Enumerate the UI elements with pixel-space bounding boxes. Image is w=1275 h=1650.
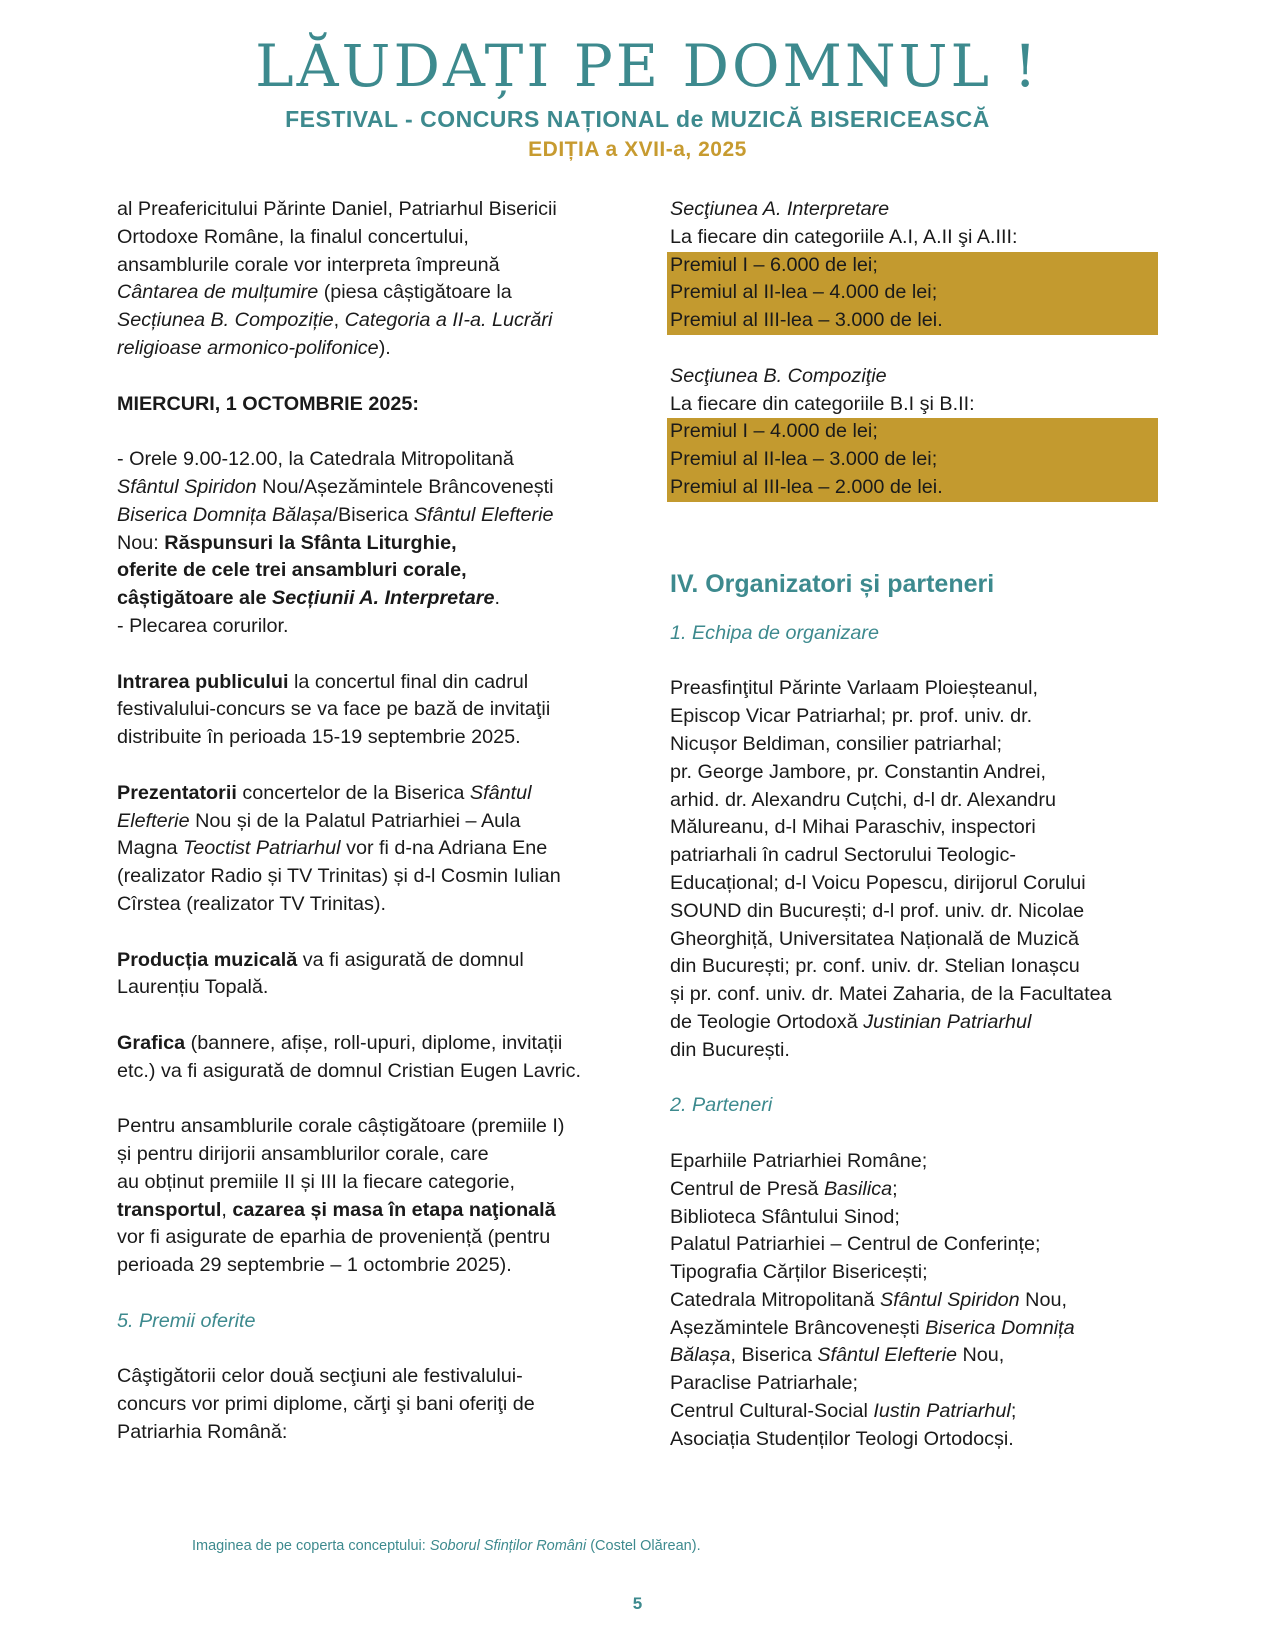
text-line [670,1315,1170,1343]
italic-text: Justinian Patriarhul [863,1010,1032,1033]
section-a-prizes [670,196,1170,252]
italic-text: Cântarea de mulțumire [117,281,319,304]
paragraph-transport [117,1113,607,1280]
text-segment: Așezămintele Brâncovenești [670,1316,926,1339]
text-line [670,1342,1170,1370]
text-segment: Nou/Așezămintele Brâncovenești [256,475,554,498]
italic-text: religioase armonico-polifonice [117,336,379,359]
italic-text: Sfântul Elefterie [817,1344,957,1367]
section-iv-heading: IV. Organizatori și parteneri [670,569,995,598]
text-line: etc.) va fi asigurată de domnul Cristian Eugen Lavric. [117,1059,581,1082]
day-heading-text: MIERCURI, 1 OCTOMBRIE 2025: [117,392,419,415]
text-segment: ; [1010,1400,1017,1423]
organizing-team-heading: 1. Echipa de organizare [670,621,879,644]
italic-text: Sfântul Spiridon [117,475,257,498]
text-line: Laurențiu Topală. [117,976,269,999]
section-b-title: Secţiunea B. Compoziţie [670,364,887,387]
text-line [670,1398,1170,1426]
paragraph-presenters [117,780,607,919]
festival-title: LĂUDAȚI PE DOMNUL ! [255,32,1040,100]
text-line: și pentru dirijorii ansamblurilor corale, care [117,1143,489,1166]
text-line: - Orele 9.00-12.00, la Catedrala Mitropolitană [117,448,514,471]
italic-text: Biserica Domnița Bălașa [117,503,333,526]
prize-item: Premiul al III-lea – 3.000 de lei. [670,309,943,332]
text-line [117,780,607,808]
bold-text: Prezentatorii [117,781,237,804]
text-line: Preasfinţitul Părinte Varlaam Ploieșteanul, [670,677,1038,700]
prize-item: Premiul I – 4.000 de lei; [670,420,878,443]
text-line [117,502,607,530]
text-segment: Nou, [1019,1288,1067,1311]
text-line: Nicușor Beldiman, consilier patriarhal; [670,732,1003,755]
text-line [117,669,607,697]
bold-italic-text: Secțiunii A. Interpretare [272,587,495,610]
text-line: Patriarhia Română: [117,1421,288,1444]
text-line: Pentru ansamblurile corale câștigătoare (premiile I) [117,1115,565,1138]
text-line: pr. George Jambore, pr. Constantin Andrei, [670,760,1047,783]
text-segment: ; [892,1177,898,1200]
prize-item: Premiul al III-lea – 2.000 de lei. [670,475,943,498]
text-line: Câştigătorii celor două secţiuni ale festivalului- [117,1365,523,1388]
text-line: al Preafericitului Părinte Daniel, Patriarhul Bisericii [117,198,557,220]
italic-text: Basilica [823,1177,893,1200]
prize-item: Premiul al II-lea – 4.000 de lei; [670,281,938,304]
bold-text: Intrarea publicului [117,670,289,693]
bold-text: oferite de cele trei ansambluri corale, [117,559,467,582]
italic-text: Soborul Sfinților Români [429,1538,587,1554]
text-line: din București. [670,1038,790,1061]
text-line: patriarhali în cadrul Sectorului Teologic- [670,844,1016,867]
bold-text: câștigătoare ale [117,587,273,610]
italic-text: Teoctist Patriarhul [182,837,341,860]
text-line: Gheorghiță, Universitatea Națională de Muzică [670,927,1080,950]
text-segment: va fi asigurată de domnul [297,948,524,971]
right-column [670,196,1170,1454]
bold-text: transportul [117,1198,222,1221]
italic-text: Sfântul [469,781,532,804]
section-a-intro: La fiecare din categoriile A.I, A.II şi A.III: [670,225,1018,248]
text-line: Tipografia Cărților Bisericești; [670,1261,928,1284]
text-segment: Catedrala Mitropolitană [670,1288,881,1311]
italic-text: Iustin Patriarhul [873,1400,1011,1423]
partners-heading: 2. Parteneri [670,1094,773,1117]
text-line: distribuite în perioada 15-19 septembrie 2025. [117,726,521,749]
text-line: SOUND din București; d-l prof. univ. dr. Nicolae [670,899,1085,922]
paragraph-graphics [117,1030,607,1086]
paragraph-public-entry [117,669,607,752]
section-a-prize-list [667,252,1158,335]
text-segment: . [494,587,500,610]
text-line: au obținut premiile II și III la fiecare categorie, [117,1170,516,1193]
section-b-prizes [670,363,1170,419]
text-segment: /Biserica [332,503,414,526]
text-segment: Centrul de Presă [670,1177,824,1200]
text-segment: vor fi d-na Adriana Ene [340,837,548,860]
text-line [117,808,607,836]
text-line [117,947,607,975]
text-line: Biblioteca Sfântului Sinod; [670,1205,900,1228]
festival-edition: EDIȚIA a XVII-a, 2025 [528,138,747,161]
italic-text: Bălașa [670,1344,731,1367]
section-a-title: Secţiunea A. Interpretare [670,198,890,220]
text-segment: (Costel Olărean). [586,1538,701,1554]
text-line [117,835,607,863]
text-line [670,1009,1170,1037]
text-line: Eparhiile Patriarhiei Române; [670,1149,928,1172]
prize-item: Premiul al II-lea – 3.000 de lei; [670,448,938,471]
text-segment: (bannere, afișe, roll-upuri, diplome, invitații [185,1031,563,1054]
partners-list [670,1148,1170,1454]
paragraph-music-production [117,947,607,1003]
text-line: Ortodoxe Române, la finalul concertului, [117,225,469,248]
organizing-team-list [670,675,1170,1064]
text-segment: concertelor de la Biserica [236,781,470,804]
text-line [117,1197,607,1225]
left-column [117,196,607,1447]
text-segment: (piesa câștigătoare la [318,281,512,304]
text-segment: Centrul Cultural-Social [670,1400,874,1423]
prizes-heading: 5. Premii oferite [117,1309,256,1332]
day-heading [117,391,607,419]
bold-text: Producția muzicală [117,948,298,971]
section-b-intro: La fiecare din categoriile B.I şi B.II: [670,392,975,415]
text-segment: Nou: [117,531,165,554]
cover-image-note [192,1538,701,1554]
text-line: și pr. conf. univ. dr. Matei Zaharia, de la Facultatea [670,983,1112,1006]
text-line: Asociația Studenților Teologi Ortodocși. [670,1427,1014,1450]
text-segment: Imaginea de pe coperta conceptului: [192,1538,430,1554]
text-segment: , [333,309,345,332]
text-line: din București; pr. conf. univ. dr. Stelian Ionașcu [670,955,1080,978]
bold-text: cazarea și masa în etapa naţională [232,1198,556,1221]
text-segment: ). [378,336,391,359]
text-line [117,474,607,502]
text-line: Palatul Patriarhiei – Centrul de Conferințe; [670,1233,1041,1256]
text-line: (realizator Radio și TV Trinitas) și d-l Cosmin Iulian [117,865,561,888]
text-line [670,1176,1170,1204]
text-line: Educațional; d-l Voicu Popescu, dirijorul Corului [670,871,1086,894]
festival-subtitle: FESTIVAL - CONCURS NAȚIONAL de MUZICĂ BISERICEASCĂ [285,106,990,132]
section-b-prize-list [667,418,1158,501]
italic-text: Elefterie [117,809,190,832]
text-line: Episcop Vicar Patriarhal; pr. prof. univ. dr. [670,705,1033,728]
text-line: concurs vor primi diplome, cărţi şi bani oferiţi de [117,1393,535,1416]
text-segment: , Biserica [730,1344,818,1367]
text-line [117,307,607,335]
text-line: arhid. dr. Alexandru Cuțchi, d-l dr. Alexandru [670,788,1056,811]
text-line: ansamblurile corale vor interpreta împreună [117,253,500,276]
text-line: - Plecarea corurilor. [117,614,289,637]
text-line [117,1030,607,1058]
text-segment: , [221,1198,233,1221]
text-segment: la concertul final din cadrul [288,670,529,693]
text-line [117,585,607,613]
bold-text: Răspunsuri la Sfânta Liturghie, [164,531,457,554]
text-line [670,1287,1170,1315]
text-line [117,335,607,363]
text-segment: de Teologie Ortodoxă [670,1010,864,1033]
prize-item: Premiul I – 6.000 de lei; [670,253,878,276]
paragraph-prizes-intro [117,1363,607,1446]
italic-text: Biserica Domnița [925,1316,1075,1339]
text-line: perioada 29 septembrie – 1 octombrie 2025). [117,1254,512,1277]
text-line [117,279,607,307]
bold-text: Grafica [117,1031,186,1054]
italic-text: Categoria a II-a. Lucrări [344,309,553,332]
text-line: festivalului-concurs se va face pe bază de invitaţii [117,698,551,721]
text-segment: Nou, [956,1344,1005,1367]
page-number: 5 [632,1594,643,1613]
paragraph-liturgy [117,446,607,641]
text-segment: Nou și de la Palatul Patriarhiei – Aula [189,809,521,832]
italic-text: Secțiunea B. Compoziție [117,309,334,332]
italic-text: Sfântul Spiridon [880,1288,1020,1311]
page-header [0,34,1275,164]
text-line: Mălureanu, d-l Mihai Paraschiv, inspectori [670,816,1036,839]
text-segment: Magna [117,837,183,860]
text-line [117,530,607,558]
text-line: Cîrstea (realizator TV Trinitas). [117,892,386,915]
text-line: Paraclise Patriarhale; [670,1372,859,1395]
text-line: vor fi asigurate de eparhia de proveniență (pentru [117,1226,551,1249]
italic-text: Sfântul Elefterie [413,503,554,526]
paragraph-concert-finale [117,196,607,363]
